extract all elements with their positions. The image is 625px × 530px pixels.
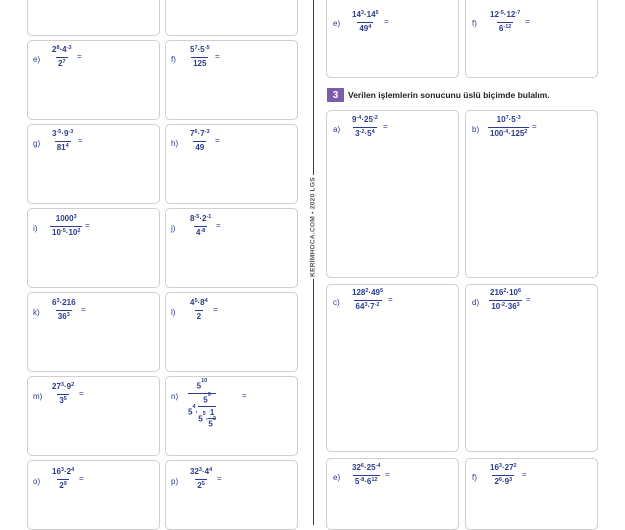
- problem-right-d-3-numerator: $216^2\cdot 10^6$: [490, 288, 522, 297]
- problem-right-e-4-equals: =: [385, 470, 390, 479]
- problem-left-h-numerator: $7^6\cdot 7^{-3}$: [190, 129, 210, 138]
- problem-left-e-label: e): [33, 55, 41, 64]
- problem-left-e-denominator: $2^7$: [58, 58, 66, 68]
- problem-righttop-e-equals: =: [384, 17, 389, 26]
- problem-right-c-2-fraction: [350, 289, 385, 311]
- section-heading: Verilen işlemlerin sonucunu üslü biçimde bulalım.: [348, 90, 550, 100]
- problem-box-h[interactable]: [165, 124, 298, 204]
- problem-right-e-4-label: e): [333, 473, 341, 482]
- problem-left-i-numerator: 1000$^3$: [55, 214, 77, 223]
- problem-left-j-equals: =: [216, 221, 221, 230]
- problem-left-k-equals: =: [81, 305, 86, 314]
- problem-left-e-numerator: $2^8\cdot 4^{-3}$: [52, 45, 72, 54]
- problem-right-c-2-numerator: $128^2\cdot 49^5$: [352, 288, 384, 297]
- problem-right-f-5-equals: =: [522, 470, 527, 479]
- problem-left-p-equals: =: [217, 474, 222, 483]
- problem-box-right-f2[interactable]: [465, 458, 598, 530]
- problem-left-o-denominator: $2^9$: [59, 480, 67, 490]
- problem-left-k-numerator: $6^3\cdot 216$: [52, 298, 76, 307]
- problem-box-right-a[interactable]: [326, 110, 459, 278]
- problem-left-f-equals: =: [215, 52, 220, 61]
- problem-righttop-f-denominator: $6^{-12}$: [498, 23, 512, 33]
- problem-left-h-denominator: 49: [195, 142, 205, 152]
- problem-left-h-label: h): [171, 139, 179, 148]
- problem-right-c-2-label: c): [333, 298, 340, 307]
- problem-box-right-d[interactable]: [465, 284, 598, 452]
- problem-left-j-denominator: $4^{-8}$: [196, 227, 206, 237]
- problem-left-h-fraction: [188, 130, 212, 152]
- problem-left-g-equals: =: [78, 136, 83, 145]
- problem-righttop-f-label: f): [472, 19, 477, 28]
- problem-box-m[interactable]: [27, 376, 160, 456]
- problem-righttop-e-fraction: [350, 11, 381, 33]
- problem-righttop-f-numerator: $12^{-5}\cdot 12^{-7}$: [490, 10, 521, 19]
- problem-right-e-4-denominator: $5^{-8}\cdot 6^{12}$: [354, 476, 378, 486]
- problem-left-i-equals: =: [85, 221, 90, 230]
- problem-right-d-3-equals: =: [526, 295, 531, 304]
- problem-left-g-fraction: [50, 130, 75, 152]
- problem-left-h-equals: =: [215, 136, 220, 145]
- problem-box-p[interactable]: [165, 460, 298, 530]
- problem-left-m-fraction: [50, 383, 76, 405]
- side-watermark: KERİMHOCA.COM • 2020 LGS: [309, 177, 317, 277]
- problem-righttop-e-denominator: $49^4$: [359, 23, 372, 33]
- problem-left-g-label: g): [33, 139, 41, 148]
- problem-left-m-equals: =: [79, 389, 84, 398]
- problem-left-l-denominator: 2: [196, 311, 202, 321]
- problem-right-c-2-equals: =: [388, 295, 393, 304]
- answer-box-top-right: [165, 0, 298, 36]
- problem-box-i[interactable]: [27, 208, 160, 288]
- problem-left-o-fraction: [50, 468, 76, 490]
- problem-left-l-equals: =: [213, 305, 218, 314]
- problem-left-o-equals: =: [79, 474, 84, 483]
- problem-box-right-f[interactable]: [465, 0, 598, 78]
- problem-left-f-numerator: $5^7\cdot 5^{-5}$: [190, 45, 210, 54]
- problem-n-equals: =: [242, 391, 247, 400]
- problem-box-k[interactable]: [27, 292, 160, 372]
- problem-right-b-1-numerator: $10^7\cdot 5^{-3}$: [496, 115, 521, 124]
- problem-box-f[interactable]: [165, 40, 298, 120]
- problem-box-l[interactable]: [165, 292, 298, 372]
- problem-left-j-fraction: [188, 215, 213, 237]
- problem-n-fraction: $5^{10}$ $5^4\cdot$ $5^9$ $5^5\cdot$ 1 $5^2$: [188, 378, 216, 429]
- problem-left-l-fraction: [188, 299, 210, 321]
- problem-left-p-numerator: $32^3\cdot 4^4$: [190, 467, 213, 476]
- problem-right-b-1-equals: =: [532, 122, 537, 131]
- problem-right-d-3-denominator: $10^{-2}\cdot 36^3$: [491, 301, 520, 311]
- problem-left-i-label: i): [33, 224, 38, 233]
- section-number-badge: 3: [327, 88, 344, 102]
- problem-left-l-label: l): [171, 308, 176, 317]
- problem-left-m-numerator: $27^3\cdot 9^2$: [52, 382, 75, 391]
- problem-right-d-3-fraction: [488, 289, 523, 311]
- problem-right-e-4-fraction: [350, 464, 382, 486]
- problem-left-f-fraction: [188, 46, 212, 68]
- problem-left-l-numerator: $4^5\cdot 8^4$: [190, 298, 208, 307]
- problem-right-b-1-label: b): [472, 125, 480, 134]
- problem-right-f-5-label: f): [472, 473, 477, 482]
- problem-right-b-1-denominator: $100^{-4}\cdot 125^2$: [490, 128, 528, 138]
- problem-left-p-denominator: $2^5$: [197, 480, 205, 490]
- problem-right-a-0-numerator: $9^{-4}\cdot 25^{-2}$: [352, 115, 378, 124]
- problem-right-a-0-label: a): [333, 125, 341, 134]
- problem-right-b-1-fraction: [488, 116, 529, 138]
- problem-left-k-denominator: $36^3$: [57, 311, 70, 321]
- problem-righttop-f-fraction: [488, 11, 522, 33]
- problem-right-c-2-denominator: $64^3\cdot 7^{-2}$: [355, 301, 380, 311]
- problem-box-right-c[interactable]: [326, 284, 459, 452]
- answer-box-top-left: [27, 0, 160, 36]
- problem-box-right-b[interactable]: [465, 110, 598, 278]
- problem-right-a-0-equals: =: [383, 122, 388, 131]
- problem-left-o-label: o): [33, 477, 41, 486]
- problem-box-g[interactable]: [27, 124, 160, 204]
- problem-left-k-label: k): [33, 308, 40, 317]
- problem-righttop-e-numerator: $14^3\cdot 14^5$: [352, 10, 379, 19]
- problem-box-right-e2[interactable]: [326, 458, 459, 530]
- problem-left-e-equals: =: [77, 52, 82, 61]
- problem-left-m-label: m): [33, 392, 43, 401]
- problem-right-f-5-denominator: $2^6\cdot 9^3$: [494, 476, 513, 486]
- problem-left-j-numerator: $8^{-5}\cdot 2^{-1}$: [190, 214, 212, 223]
- problem-box-j[interactable]: [165, 208, 298, 288]
- problem-box-o[interactable]: [27, 460, 160, 530]
- problem-right-a-0-denominator: $3^{-2}\cdot 5^4$: [355, 128, 375, 138]
- problem-box-n[interactable]: [165, 376, 298, 456]
- problem-right-d-3-label: d): [472, 298, 480, 307]
- problem-left-f-denominator: 125: [193, 58, 207, 68]
- problem-box-right-e[interactable]: [326, 0, 459, 78]
- problem-left-i-fraction: [50, 215, 82, 237]
- problem-righttop-f-equals: =: [525, 17, 530, 26]
- problem-left-g-denominator: $81^4$: [56, 142, 69, 152]
- problem-left-p-fraction: [188, 468, 214, 490]
- problem-right-e-4-numerator: $32^6\cdot 25^{-4}$: [352, 463, 381, 472]
- problem-left-e-fraction: [50, 46, 74, 68]
- problem-n-label: n): [171, 392, 179, 401]
- problem-left-j-label: j): [171, 224, 176, 233]
- problem-left-m-denominator: $3^5$: [59, 395, 67, 405]
- problem-left-p-label: p): [171, 477, 179, 486]
- problem-left-f-label: f): [171, 55, 176, 64]
- problem-left-o-numerator: $16^3\cdot 2^4$: [52, 467, 75, 476]
- problem-right-a-0-fraction: [350, 116, 380, 138]
- problem-righttop-e-label: e): [333, 19, 341, 28]
- problem-right-f-5-fraction: [488, 464, 519, 486]
- problem-left-g-numerator: $3^{-5}\cdot 9^{-3}$: [52, 129, 74, 138]
- problem-left-k-fraction: [50, 299, 78, 321]
- problem-right-f-5-numerator: $16^3\cdot 27^2$: [490, 463, 517, 472]
- problem-box-e[interactable]: [27, 40, 160, 120]
- problem-left-i-denominator: $10^{-5}\cdot 10^2$: [52, 227, 81, 237]
